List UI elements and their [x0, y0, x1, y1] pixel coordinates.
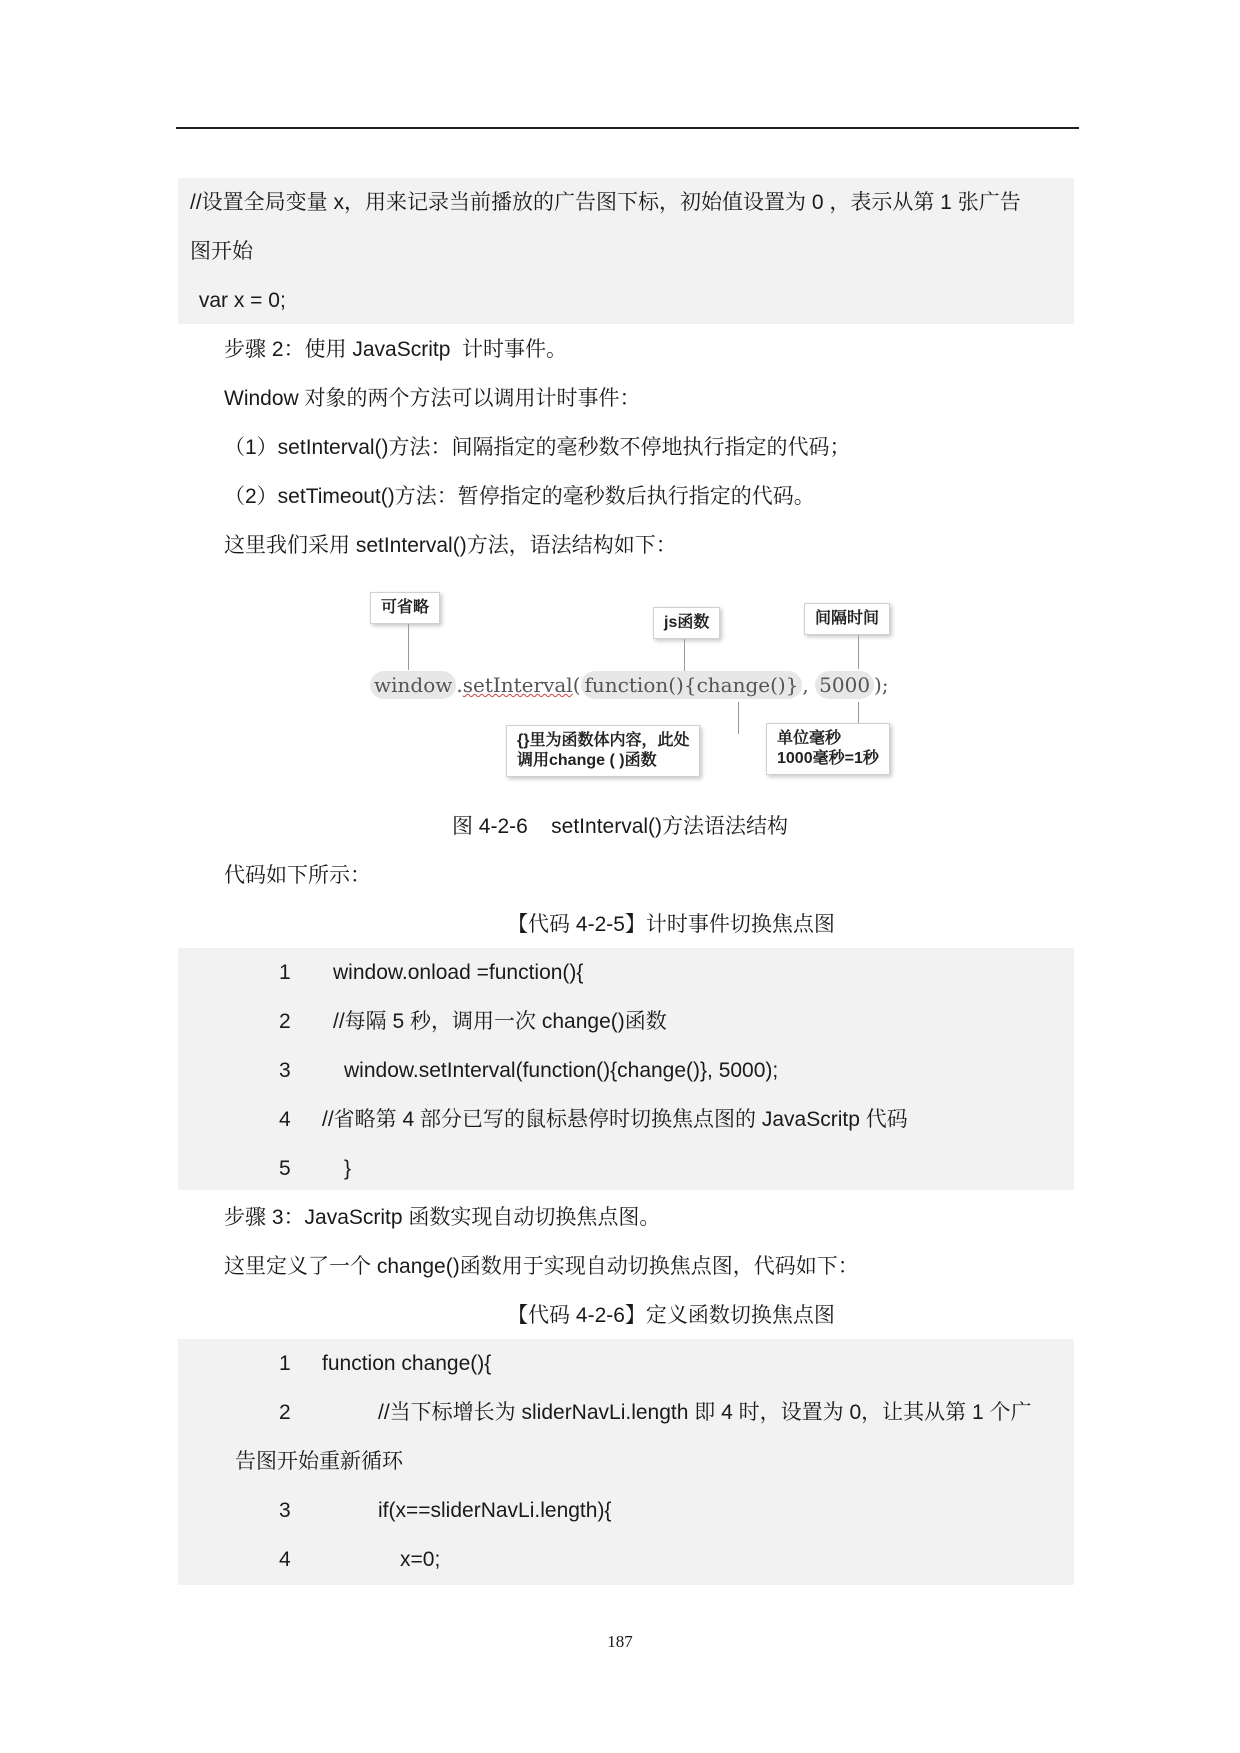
connector-interval: [858, 635, 859, 669]
code-open-paren: (: [572, 673, 581, 697]
line-number: 3: [279, 1499, 291, 1522]
code-function-part: function(){change()}: [581, 671, 803, 699]
code-line: function change(){: [322, 1352, 492, 1375]
paragraph-code-intro: 代码如下所示：: [224, 864, 371, 887]
code-line: if(x==sliderNavLi.length){: [378, 1499, 612, 1522]
code-line: }: [344, 1157, 352, 1180]
code-line: window.setInterval(function(){change()}, 5000);: [344, 1059, 779, 1082]
line-number: 2: [279, 1401, 291, 1424]
page-number: 187: [607, 1632, 633, 1651]
code-title-4-2-6: 【代码 4-2-6】定义函数切换焦点图: [507, 1304, 835, 1327]
code-close: );: [874, 673, 889, 697]
code-comment-line-wrap: 图开始: [190, 240, 253, 263]
line-number: 4: [279, 1108, 291, 1131]
step-3-heading: 步骤 3：JavaScritp 函数实现自动切换焦点图。: [224, 1206, 661, 1229]
code-method: setInterval: [462, 673, 573, 697]
code-dot: .: [456, 673, 463, 697]
code-line: window.onload =function(){: [333, 961, 584, 984]
code-title-4-2-5: 【代码 4-2-5】计时事件切换焦点图: [507, 913, 835, 936]
paragraph-change-function: 这里定义了一个 change()函数用于实现自动切换焦点图，代码如下：: [224, 1255, 859, 1278]
line-number: 4: [279, 1548, 291, 1571]
code-ms: 5000: [815, 671, 874, 699]
list-item-settimeout: （2）setTimeout()方法：暂停指定的毫秒数后执行指定的代码。: [224, 485, 815, 508]
header-rule: [176, 127, 1079, 129]
code-comment-line: //设置全局变量 x，用来记录当前播放的广告图下标，初始值设置为 0 ，表示从第 1 张广告: [190, 191, 1021, 214]
code-line: //当下标增长为 sliderNavLi.length 即 4 时，设置为 0，让其从第 1 个广: [378, 1401, 1032, 1424]
paragraph-window-methods: Window 对象的两个方法可以调用计时事件：: [224, 387, 641, 410]
line-number: 1: [279, 1352, 291, 1375]
step-2-heading: 步骤 2：使用 JavaScritp 计时事件。: [224, 338, 568, 361]
line-number: 2: [279, 1010, 291, 1033]
connector-optional: [408, 624, 409, 670]
code-line-wrap: 告图开始重新循环: [235, 1450, 403, 1473]
code-line-var: var x = 0;: [193, 289, 286, 312]
connector-body-note: [738, 702, 739, 734]
code-line: //每隔 5 秒，调用一次 change()函数: [333, 1010, 667, 1033]
syntax-diagram: [370, 592, 940, 784]
code-comma: ,: [802, 673, 816, 697]
label-js-function: js函数: [653, 607, 720, 639]
figure-caption: 图 4-2-6 setInterval()方法语法结构: [451, 815, 789, 838]
label-body-note: {}里为函数体内容，此处 调用change ( )函数: [506, 725, 700, 777]
line-number: 1: [279, 961, 291, 984]
line-number: 3: [279, 1059, 291, 1082]
paragraph-syntax-intro: 这里我们采用 setInterval()方法，语法结构如下：: [224, 534, 677, 557]
line-number: 5: [279, 1157, 291, 1180]
code-line: //省略第 4 部分已写的鼠标悬停时切换焦点图的 JavaScritp 代码: [322, 1108, 908, 1131]
label-interval: 间隔时间: [804, 603, 890, 635]
code-window: window: [370, 671, 456, 699]
label-optional: 可省略: [370, 592, 440, 624]
code-line: x=0;: [400, 1548, 441, 1571]
label-unit-note: 单位毫秒 1000毫秒=1秒: [766, 723, 890, 775]
syntax-code-sample: [370, 667, 900, 703]
list-item-setinterval: （1）setInterval()方法：间隔指定的毫秒数不停地执行指定的代码；: [224, 436, 851, 459]
